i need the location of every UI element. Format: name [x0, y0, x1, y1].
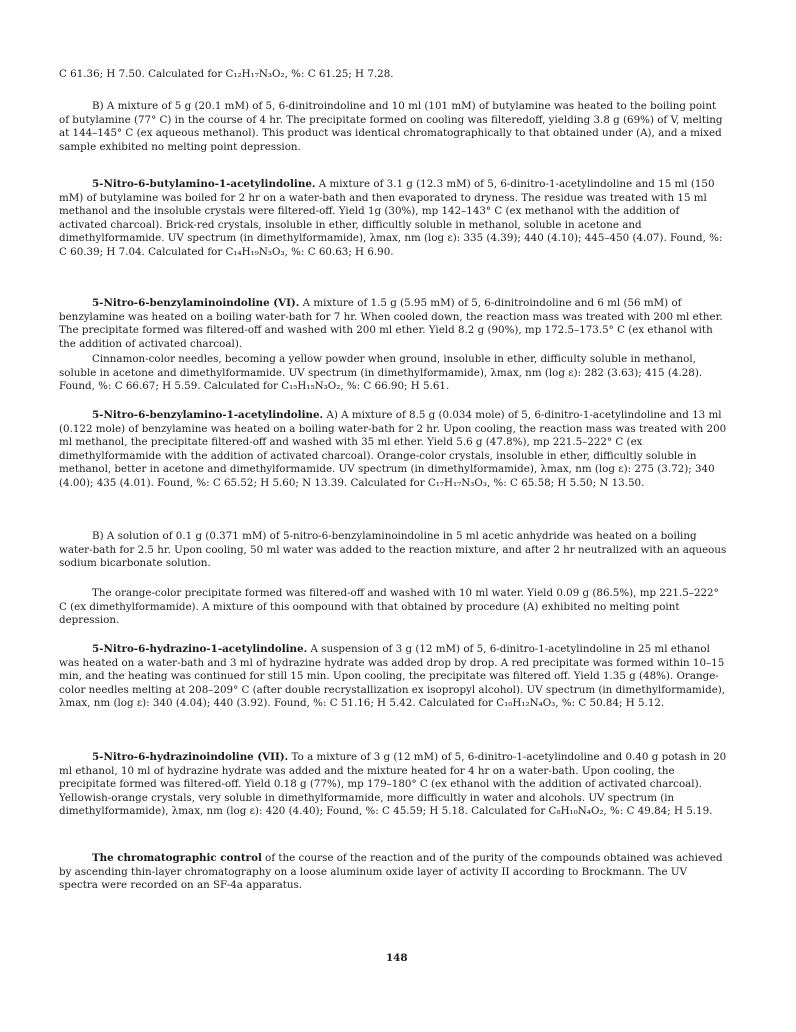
- paragraph-text: A mixture of 3.1 g (12.3 mM) of 5, 6-dinitro-1-acetylindoline and 15 ml (150 mM) of butylamine was boiled for 2 hr on a water-bath and then evaporated to dryness. The residue was treated with 15 ml methanol and the insoluble crystals were filtered-off. Yield 1g (30%), mp 142–143° C (ex methanol with the addition of activated charcoal). Brick-red crystals, insoluble in ether, difficultly soluble in methanol, soluble in acetone and dimethylformamide. UV spectrum (in dimethylformamide), λmax, nm (log ε): 335 (4.39); 440 (4.10); 445–450 (4.07). Found, %: C 60.39; H 7.04. Calculated for C₁₄H₁₉N₃O₃, %: C 60.63; H 6.90.: [59, 178, 723, 258]
- paragraph-9: [59, 643, 727, 711]
- paragraph-text: To a mixture of 3 g (12 mM) of 5, 6-dinitro-1-acetylindoline and 0.40 g potash in 20 ml ethanol, 10 ml of hydrazine hydrate was added and the mixture heated for 4 hr on a water-bath. Upon cooling, the precipitate formed was filtered-off. Yield 0.18 g (77%), mp 179–180° C (ex ethanol with the addition of activated charcoal). Yellowish-orange crystals, very soluble in dimethylformamide, more difficultly in water and alcohols. UV spectrum (in dimethylformamide), λmax, nm (log ε): 420 (4.40); Found, %: C 45.59; H 5.18. Calculated for C₈H₁₀N₄O₂, %: C 49.84; H 5.19.: [59, 751, 727, 818]
- paragraph-text: B) A solution of 0.1 g (0.371 mM) of 5-nitro-6-benzylaminoindoline in 5 ml acetic anhydride was heated on a boiling water-bath for 2.5 hr. Upon cooling, 50 ml water was added to the reaction mixture, and after 2 hr neutralized with an aqueous sodium bicarbonate solution.: [59, 530, 727, 570]
- paragraph-text: C 61.36; H 7.50. Calculated for C₁₂H₁₇N₃O₂, %: C 61.25; H 7.28.: [59, 68, 394, 80]
- paragraph-1: [59, 68, 727, 82]
- paragraph-10: [59, 751, 727, 819]
- paragraph-3: [59, 178, 727, 260]
- paragraph-title: 5-Nitro-6-hydrazino-1-acetylindoline.: [92, 643, 308, 655]
- paragraph-text: A suspension of 3 g (12 mM) of 5, 6-dinitro-1-acetylindoline in 25 ml ethanol was heated on a water-bath and 3 ml of hydrazine hydrate was added drop by drop. A red precipitate was formed within 10–15 min, and the heating was continued for still 15 min. Upon cooling, the precipitate was filtered off. Yield 1.35 g (48%). Orange-color needles melting at 208–209° C (after double recrystallization ex isopropyl alcohol). UV spectrum (in dimethylformamide), λmax, nm (log ε): 340 (4.04); 440 (3.92). Found, %: C 51.16; H 5.42. Calculated for C₁₀H₁₂N₄O₃, %: C 50.84; H 5.12.: [59, 643, 726, 710]
- paragraph-text: B) A mixture of 5 g (20.1 mM) of 5, 6-dinitroindoline and 10 ml (101 mM) of butylamine was heated to the boiling point of butylamine (77° C) in the course of 4 hr. The precipitate formed on cooling was filteredoff, yielding 3.8 g (69%) of V, melting at 144–145° C (ex aqueous methanol). This product was identical chromatographically to that obtained under (A), and a mixed sample exhibited no melting point depression.: [59, 100, 723, 153]
- paragraph-title: 5-Nitro-6-butylamino-1-acetylindoline.: [92, 178, 316, 190]
- paragraph-7: [59, 530, 727, 571]
- paragraph-11: [59, 852, 727, 893]
- paragraph-4: [59, 297, 727, 351]
- paragraph-text: A) A mixture of 8.5 g (0.034 mole) of 5, 6-dinitro-1-acetylindoline and 13 ml (0.122 mole) of benzylamine was heated on a boiling water-bath for 2 hr. Upon cooling, the reaction mass was treated with 200 ml methanol, the precipitate filtered-off and washed with 35 ml ether. Yield 5.6 g (47.8%), mp 221.5–222° C (ex dimethylformamide with the addition of activated charcoal). Orange-color crystals, insoluble in ether, difficultly soluble in methanol, better in acetone and dimethylformamide. UV spectrum (in dimethylformamide), λmax, nm (log ε): 275 (3.72); 340 (4.00); 435 (4.01). Found, %: C 65.52; H 5.60; N 13.39. Calculated for C₁₇H₁₇N₃O₃, %: C 65.58; H 5.50; N 13.50.: [59, 409, 727, 489]
- paragraph-2: [59, 100, 727, 154]
- paragraph-6: [59, 409, 727, 491]
- page-number: 148: [386, 952, 408, 964]
- paragraph-title: 5-Nitro-6-benzylaminoindoline (VI).: [92, 297, 300, 309]
- paragraph-text: A mixture of 1.5 g (5.95 mM) of 5, 6-dinitroindoline and 6 ml (56 mM) of benzylamine was heated on a boiling water-bath for 7 hr. When cooled down, the reaction mass was treated with 200 ml ether. The precipitate formed was filtered-off and washed with 200 ml ether. Yield 8.2 g (90%), mp 172.5–173.5° C (ex ethanol with the addition of activated charcoal).: [59, 297, 723, 350]
- paragraph-title: 5-Nitro-6-benzylamino-1-acetylindoline.: [92, 409, 324, 421]
- paragraph-title: The chromatographic control: [92, 852, 262, 864]
- paragraph-5: [59, 353, 727, 394]
- paragraph-text: Cinnamon-color needles, becoming a yellow powder when ground, insoluble in ether, difficulty soluble in methanol, soluble in acetone and dimethylformamide. UV spectrum (in dimethylformamide), λmax, nm (log ε): 282 (3.63); 415 (4.28). Found, %: C 66.67; H 5.59. Calculated for C₁₅H₁₅N₃O₂, %: C 66.90; H 5.61.: [59, 353, 703, 393]
- paragraph-text: of the course of the reaction and of the purity of the compounds obtained was achieved by ascending thin-layer chromatography on a loose aluminum oxide layer of activity II according to Brockmann. The UV spectra were recorded on an SF-4a apparatus.: [59, 852, 723, 892]
- paragraph-8: [59, 587, 727, 628]
- paragraph-text: The orange-color precipitate formed was filtered-off and washed with 10 ml water. Yield 0.09 g (86.5%), mp 221.5–222° C (ex dimethylformamide). A mixture of this oompound with that obtained by procedure (A) exhibited no melting point depression.: [59, 587, 719, 627]
- paragraph-title: 5-Nitro-6-hydrazinoindoline (VII).: [92, 751, 289, 763]
